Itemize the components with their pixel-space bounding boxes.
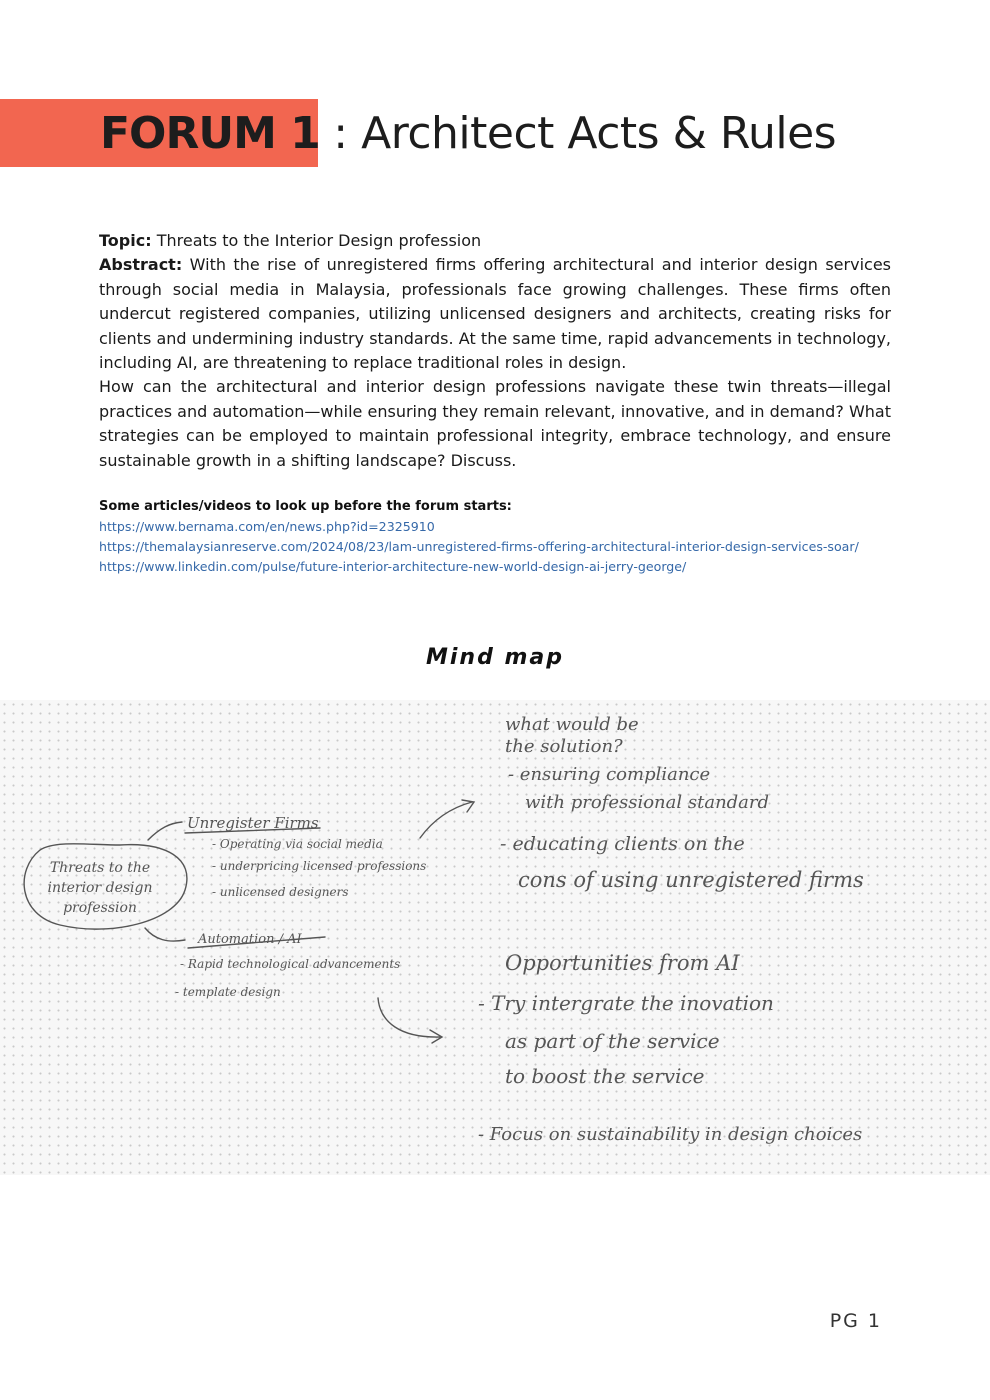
mindmap-drawing bbox=[0, 700, 990, 1175]
reference-link-malaysian-reserve[interactable]: https://themalaysianreserve.com/2024/08/23/lam-unregistered-firms-offering-architectural-interior-design-services-soar/ bbox=[99, 539, 859, 554]
connector-upper bbox=[148, 822, 182, 840]
page-number: PG 1 bbox=[829, 1310, 882, 1332]
abstract-paragraph-1: With the rise of unregistered firms offering architectural and interior design services through social media in Malaysia, professionals face growing challenges. These firms often undercut registered companies, utilizing unlicensed designers and architects, creating risks for clients and undermining industry standards. At the same time, rapid advancements in technology, including AI, are threatening to replace traditional roles in design. bbox=[99, 255, 891, 373]
connector-lower bbox=[145, 928, 185, 941]
solution-line-4: with professional standard bbox=[525, 792, 770, 813]
branch1-item-2: - underpricing licensed professions bbox=[212, 859, 427, 873]
abstract-label: Abstract: bbox=[99, 255, 183, 275]
center-line-2: interior design bbox=[47, 880, 153, 896]
reference-link-linkedin[interactable]: https://www.linkedin.com/pulse/future-interior-architecture-new-world-design-ai-jerry-george/ bbox=[99, 559, 687, 574]
forum-description bbox=[99, 229, 891, 473]
branch1-item-3: - unlicensed designers bbox=[212, 885, 349, 899]
forum-label: FORUM 1 bbox=[100, 108, 320, 159]
solution-line-5: - educating clients on the bbox=[500, 833, 745, 855]
mindmap-sketch bbox=[0, 700, 990, 1175]
center-line-3: profession bbox=[63, 900, 137, 916]
solution-line-1: what would be bbox=[505, 714, 639, 735]
page-title bbox=[100, 104, 836, 164]
branch2-item-2: - template design bbox=[175, 985, 281, 999]
opportunities-line-1: Opportunities from AI bbox=[505, 951, 740, 975]
branch2-heading: Automation / AI bbox=[198, 932, 302, 947]
opportunities-line-5: - Focus on sustainability in design choices bbox=[478, 1124, 863, 1145]
branch2-item-1: - Rapid technological advancements bbox=[180, 957, 401, 971]
branch1-heading: Unregister Firms bbox=[187, 814, 319, 832]
arrow-upper bbox=[420, 802, 472, 838]
center-line-1: Threats to the bbox=[49, 860, 151, 876]
solution-line-6: cons of using unregistered firms bbox=[518, 868, 864, 892]
topic-text: Threats to the Interior Design profession bbox=[156, 231, 482, 250]
topic-label: Topic: bbox=[99, 231, 152, 250]
solution-line-2: the solution? bbox=[505, 736, 623, 757]
references bbox=[99, 497, 899, 577]
abstract-paragraph-2: How can the architectural and interior design professions navigate these twin threats—illegal practices and automation—while ensuring they remain relevant, innovative, and in demand? What strategies can be employed to maintain professional integrity, embrace technology, and ensure sustainable growth in a shifting landscape? Discuss. bbox=[99, 377, 891, 470]
branch1-item-1: - Operating via social media bbox=[212, 837, 383, 851]
reference-link-bernama[interactable]: https://www.bernama.com/en/news.php?id=2325910 bbox=[99, 519, 435, 534]
opportunities-line-3: as part of the service bbox=[505, 1029, 720, 1053]
title-text: : Architect Acts & Rules bbox=[333, 108, 837, 159]
references-title: Some articles/videos to look up before the forum starts: bbox=[99, 499, 512, 514]
opportunities-line-2: - Try intergrate the inovation bbox=[478, 991, 774, 1015]
mindmap-title: Mind map bbox=[425, 645, 565, 670]
solution-line-3: - ensuring compliance bbox=[508, 764, 711, 785]
opportunities-line-4: to boost the service bbox=[505, 1064, 705, 1088]
